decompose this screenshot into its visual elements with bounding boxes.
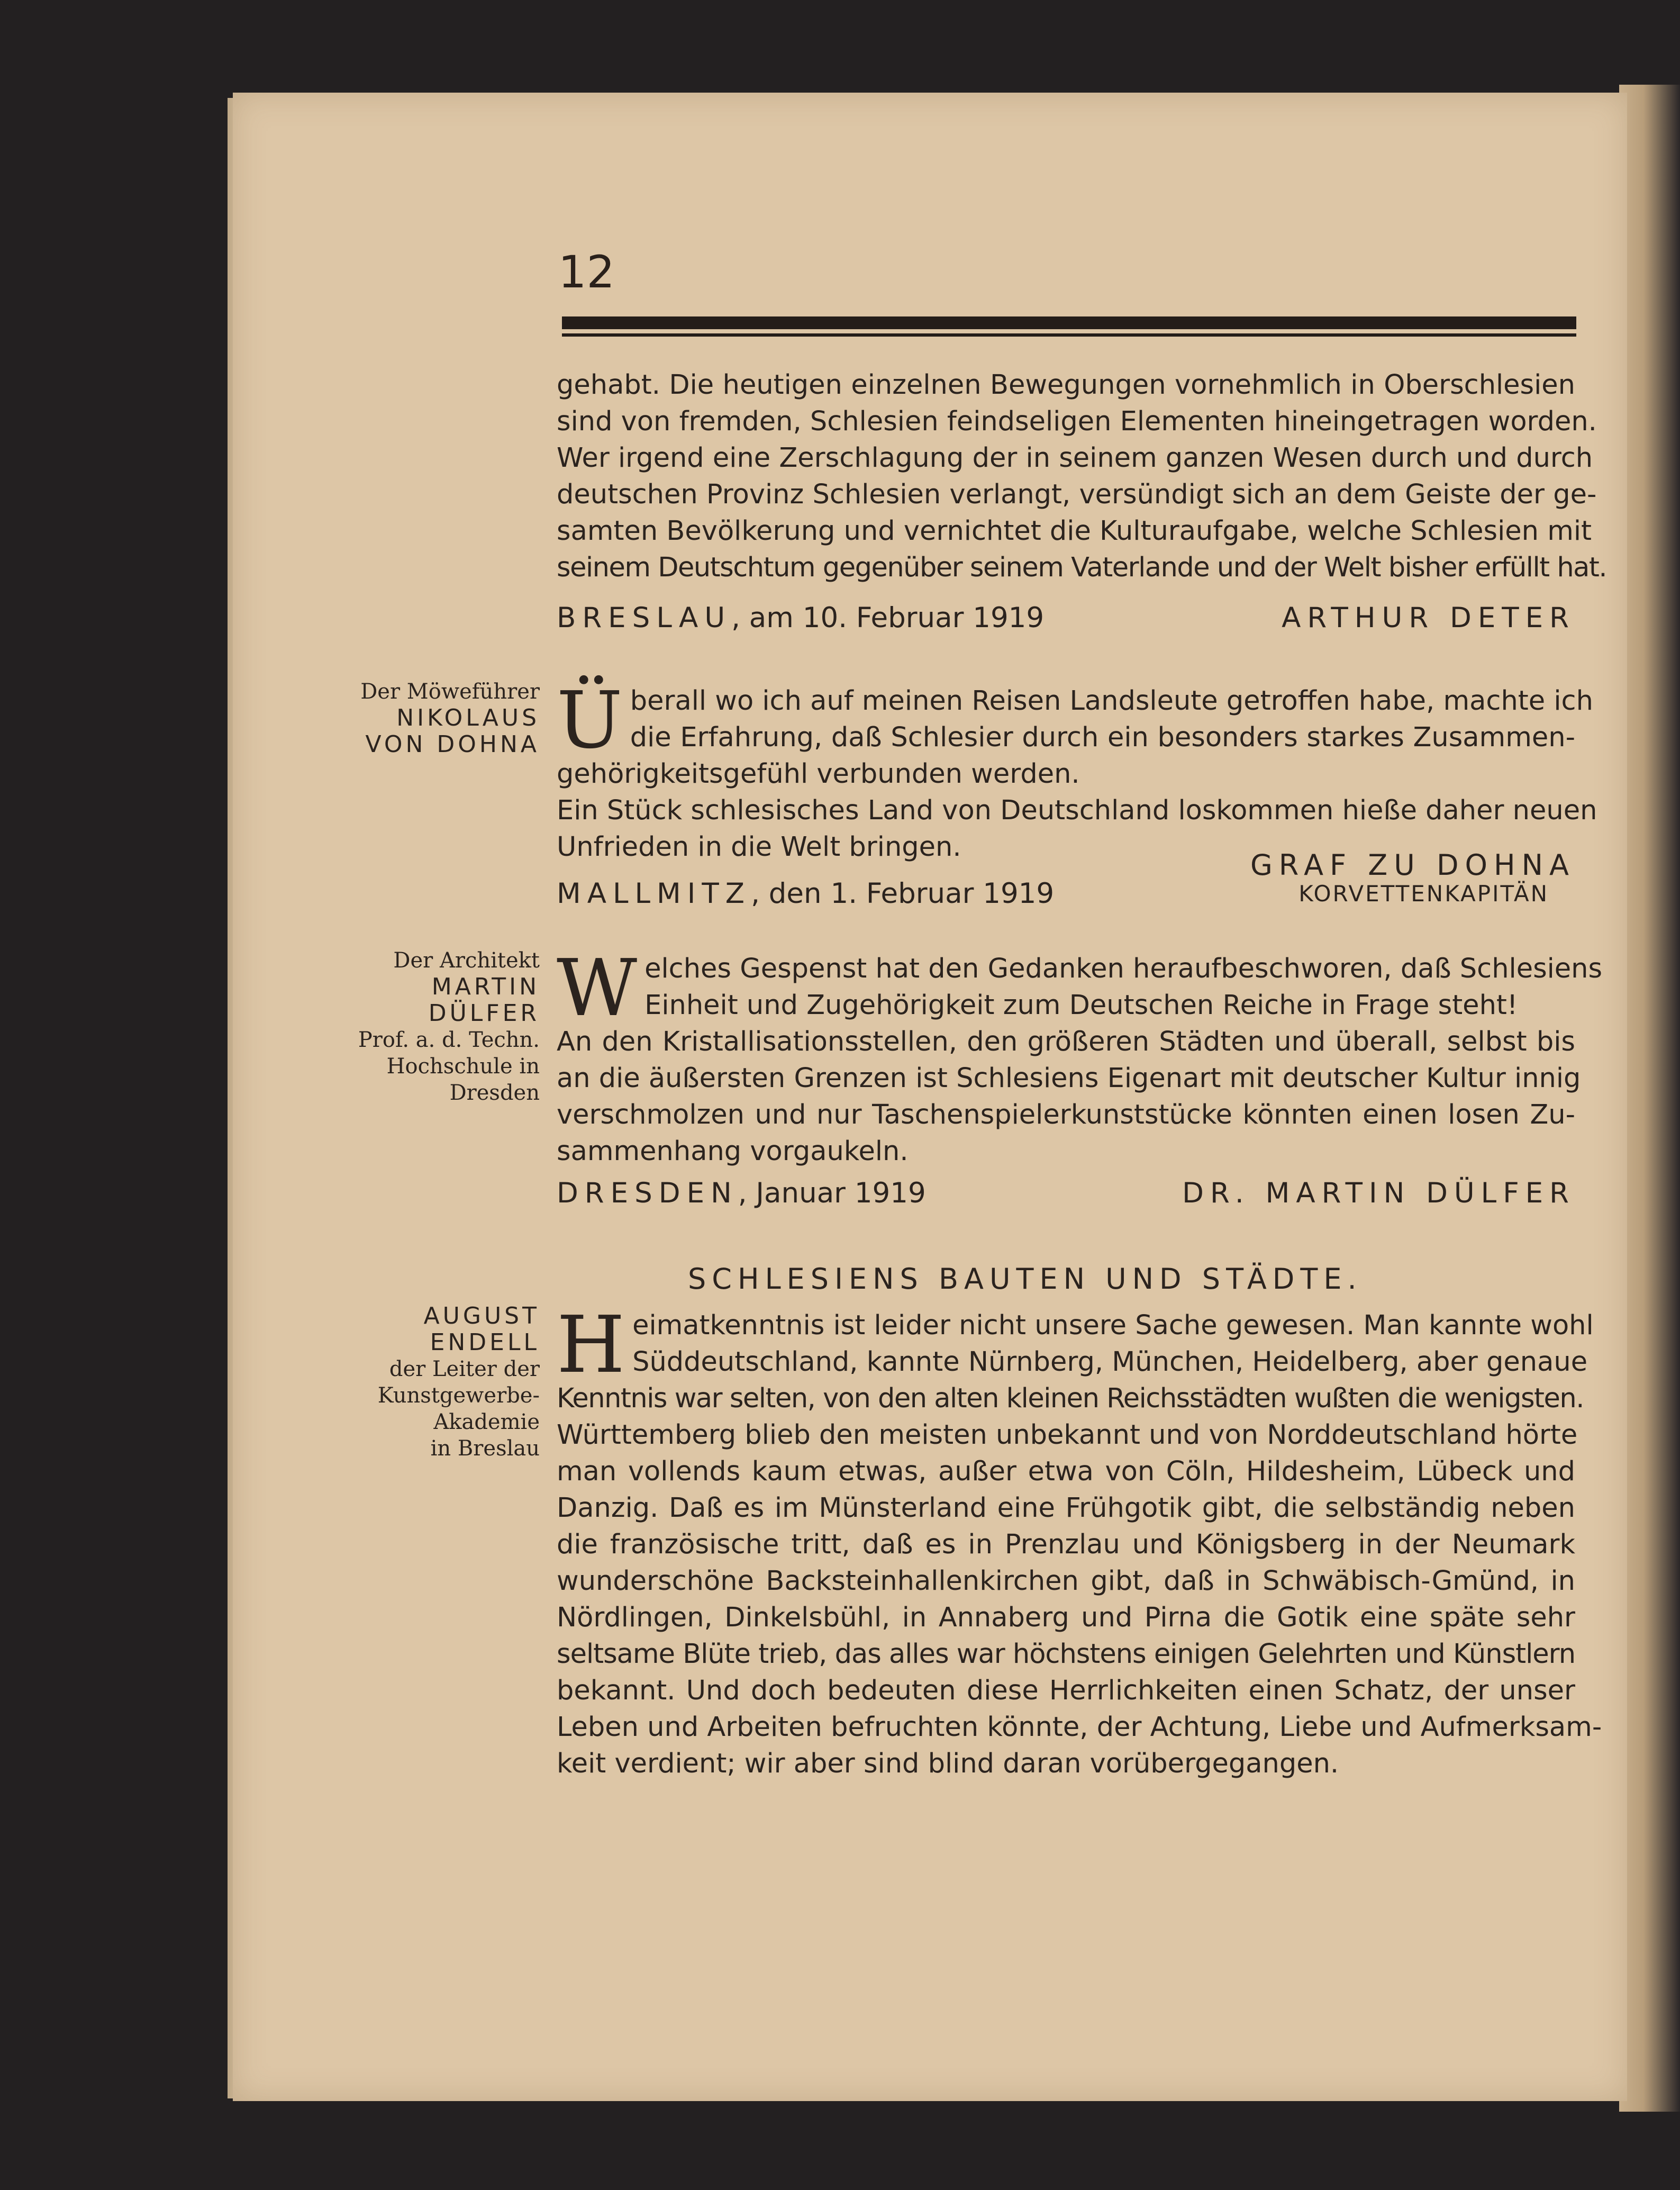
text-line: gehörigkeitsgefühl verbunden werden. (557, 758, 1080, 790)
text-line: die Erfahrung, daß Schlesier durch ein besonders starkes Zusammen- (630, 722, 1575, 753)
sidenote-role: Der Architekt (393, 948, 540, 973)
sidenote-line: der Leiter der (389, 1357, 540, 1381)
text-line: Leben und Arbeiten befruchten könnte, der Achtung, Liebe und Aufmerksam- (557, 1712, 1602, 1743)
sidenote-name: ENDELL (430, 1329, 540, 1356)
author-signature: DR. MARTIN DÜLFER (1182, 1177, 1575, 1209)
sidenote-line: Akademie (433, 1410, 540, 1434)
adjacent-page-edge (1651, 243, 1680, 1619)
text-line: keit verdient; wir aber sind blind daran vorübergegangen. (557, 1748, 1339, 1779)
text-line: gehabt. Die heutigen einzelnen Bewegungen vornehmlich in Oberschlesien (557, 369, 1575, 401)
text-line: berall wo ich auf meinen Reisen Landsleute getroffen habe, machte ich (630, 685, 1593, 717)
date: , den 1. Februar 1919 (751, 877, 1055, 910)
text-line: eimatkenntnis ist leider nicht unsere Sache gewesen. Man kannte wohl (632, 1310, 1594, 1341)
section-heading: SCHLESIENS BAUTEN UND STÄDTE. (688, 1262, 1363, 1296)
section1-body (557, 367, 1607, 586)
place: DRESDEN (557, 1177, 738, 1209)
section3-body (557, 943, 1603, 1170)
sidenote-duelfer (358, 947, 540, 1106)
text-line: Nördlingen, Dinkelsbühl, in Annaberg und Pirna die Gotik eine späte sehr (557, 1602, 1575, 1633)
sidenote-name: NIKOLAUS (396, 704, 540, 731)
sidenote-line: in Breslau (430, 1436, 540, 1461)
date: , am 10. Februar 1919 (731, 602, 1045, 634)
text-line: elches Gespenst hat den Gedanken heraufbeschworen, daß Schlesiens (644, 953, 1603, 984)
place: MALLMITZ (557, 877, 751, 910)
sidenote-role: Der Möweführer (360, 680, 540, 704)
text-line: Süddeutschland, kannte Nürnberg, München, Heidelberg, aber genaue (632, 1346, 1588, 1378)
sidenote-endell (378, 1303, 540, 1462)
sidenote-name: DÜLFER (428, 1000, 540, 1027)
text-line: An den Kristallisationsstellen, den größeren Städten und überall, selbst bis (557, 1026, 1575, 1057)
text-line: sammenhang vorgaukeln. (557, 1136, 909, 1167)
author-signature: ARTHUR DETER (1282, 602, 1575, 634)
header-rule-thin (562, 333, 1576, 337)
section2-body (557, 675, 1597, 865)
text-line: Kenntnis war selten, von den alten kleinen Reichsstädten wußten die wenigsten. (557, 1383, 1584, 1414)
text-line: man vollends kaum etwas, außer etwa von Cöln, Hildesheim, Lübeck und (557, 1456, 1575, 1487)
author-title: KORVETTENKAPITÄN (1298, 881, 1549, 907)
text-line: Danzig. Daß es im Münsterland eine Frühgotik gibt, die selbständig neben (557, 1492, 1575, 1524)
text-line: seinem Deutschtum gegenüber seinem Vaterlande und der Welt bisher erfüllt hat. (557, 552, 1607, 583)
section4-body (557, 1299, 1602, 1782)
text-line: die französische tritt, daß es in Prenzlau und Königsberg in der Neumark (557, 1529, 1575, 1560)
page-number: 12 (558, 246, 615, 298)
text-line: samten Bevölkerung und vernichtet die Kulturaufgabe, welche Schlesien mit (557, 515, 1592, 547)
text-line: an die äußersten Grenzen ist Schlesiens Eigenart mit deutscher Kultur innig (557, 1063, 1581, 1094)
drop-initial: Ü (557, 675, 623, 766)
sidenote-name: VON DOHNA (365, 731, 540, 758)
text-line: Ein Stück schlesisches Land von Deutschland loskommen hieße daher neuen (557, 795, 1597, 826)
text-line: sind von fremden, Schlesien feindseligen Elementen hineingetragen worden. (557, 406, 1597, 437)
sidenote-name: MARTIN (431, 973, 540, 1000)
text-line: deutschen Provinz Schlesien verlangt, versündigt sich an dem Geiste der ge- (557, 479, 1597, 510)
sidenote-line: Prof. a. d. Techn. (358, 1028, 540, 1052)
place: BRESLAU (557, 602, 732, 634)
sidenote-line: Dresden (449, 1081, 540, 1105)
text-line: wunderschöne Backsteinhallenkirchen gibt, daß in Schwäbisch-Gmünd, in (557, 1565, 1575, 1597)
author-signature: GRAF ZU DOHNA (1250, 848, 1575, 882)
text-line: Württemberg blieb den meisten unbekannt und von Norddeutschland hörte (557, 1419, 1578, 1451)
drop-initial: H (557, 1299, 625, 1390)
text-line: seltsame Blüte trieb, das alles war höchstens einigen Gelehrten und Künstlern (557, 1639, 1576, 1670)
sidenote-line: Hochschule in (386, 1054, 540, 1079)
text-line: Wer irgend eine Zerschlagung der in seinem ganzen Wesen durch und durch (557, 442, 1593, 474)
sidenote-line: Kunstgewerbe- (377, 1383, 540, 1408)
text-line: verschmolzen und nur Taschenspielerkunststücke könnten einen losen Zu- (557, 1099, 1575, 1130)
text-line: Unfrieden in die Welt bringen. (557, 831, 961, 863)
date: , Januar 1919 (738, 1177, 926, 1209)
text-line: Einheit und Zugehörigkeit zum Deutschen Reiche in Frage steht! (644, 990, 1518, 1021)
sidenote-name: AUGUST (423, 1302, 540, 1329)
header-rule-thick (562, 316, 1576, 329)
sidenote-dohna (360, 678, 540, 758)
drop-initial: W (557, 943, 638, 1034)
text-line: bekannt. Und doch bedeuten diese Herrlichkeiten einen Schatz, der unser (557, 1675, 1575, 1706)
